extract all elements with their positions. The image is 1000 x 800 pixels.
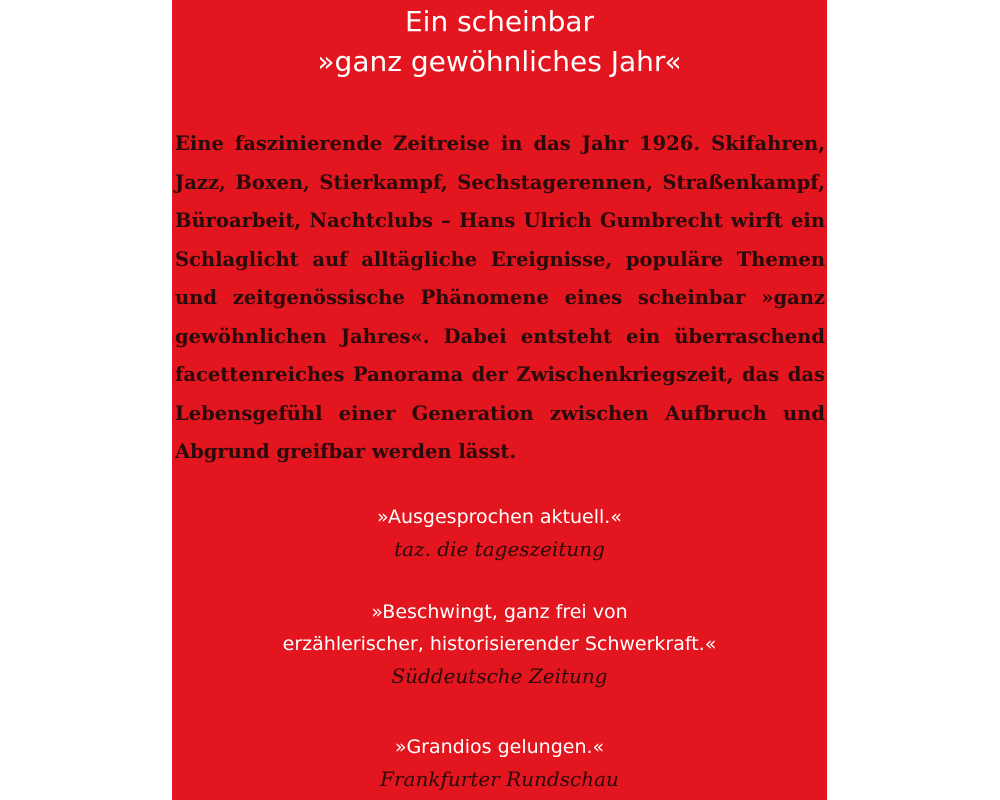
- quote-1-text: »Ausgesprochen aktuell.«: [377, 506, 622, 528]
- quote-2: [172, 596, 827, 692]
- headline: [172, 2, 827, 82]
- quote-3-text: »Grandios gelungen.«: [394, 736, 605, 758]
- quote-3: [172, 731, 827, 795]
- book-back-cover: [172, 0, 827, 800]
- quote-2-text-line-2: erzählerischer, historisierender Schwerkraft.«: [282, 633, 717, 655]
- headline-line-1: Ein scheinbar: [404, 5, 595, 38]
- blurb-text: Eine faszinierende Zeitreise in das Jahr 1926. Skifahren, Jazz, Boxen, Stierkampf, Sechstagerennen, Straßenkampf, Büroarbeit, Nachtclubs – Hans Ulrich Gumbrecht wirft ein Schlaglicht auf alltägliche Ereignisse, populäre Themen und zeitgenössische Phänomene eines scheinbar »ganz gewöhnlichen Jahres«. Dabei entsteht ein überraschend facettenreiches Panorama der Zwischenkriegszeit, das das Lebensgefühl einer Generation zwischen Aufbruch und Abgrund greifbar werden lässt.: [175, 132, 825, 463]
- headline-line-2: »ganz gewöhnliches Jahr«: [317, 45, 682, 78]
- quote-2-text-line-1: »Beschwingt, ganz frei von: [371, 601, 628, 623]
- quote-1-source: taz. die tageszeitung: [394, 537, 605, 561]
- quote-2-source: Süddeutsche Zeitung: [391, 664, 608, 688]
- quote-1: [172, 501, 827, 565]
- quote-3-source: Frankfurter Rundschau: [380, 767, 619, 791]
